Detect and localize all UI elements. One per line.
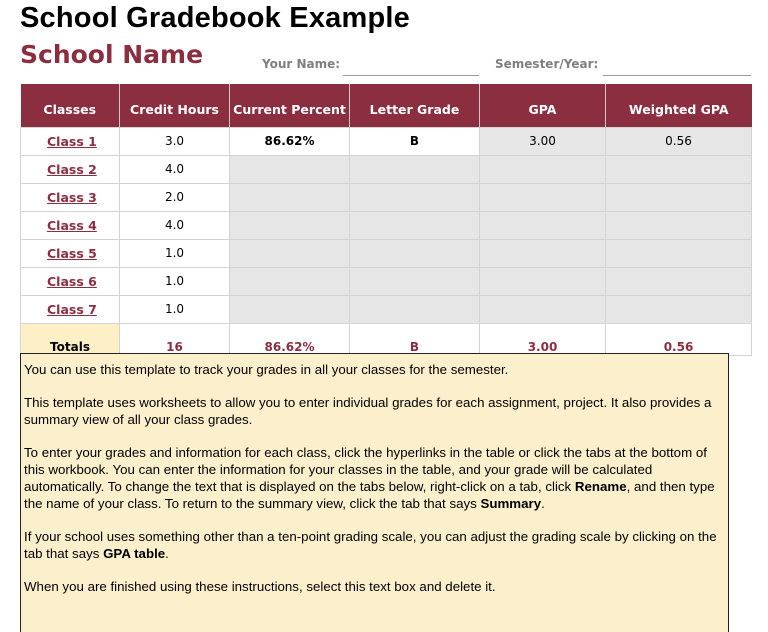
credit-hours-cell: 3.0 (120, 127, 230, 155)
totals-label: Totals (21, 323, 120, 355)
rename-emphasis: Rename (574, 479, 627, 494)
class-link[interactable]: Class 2 (47, 161, 97, 177)
semester-year-label: Semester/Year: (495, 57, 599, 71)
page-title: School Gradebook Example (20, 2, 410, 34)
class-cell (21, 211, 120, 239)
column-header-weighted-gpa: Weighted GPA (606, 84, 752, 127)
credit-hours-cell: 1.0 (120, 267, 230, 295)
letter-grade-cell (350, 155, 480, 183)
credit-hours-cell: 4.0 (120, 155, 230, 183)
column-header-letter-grade: Letter Grade (350, 84, 480, 127)
weighted-gpa-cell (606, 239, 752, 267)
class-link[interactable]: Class 1 (47, 133, 97, 149)
gpa-cell (480, 155, 606, 183)
gpa-cell (480, 295, 606, 323)
current-percent-cell (230, 211, 350, 239)
gpa-cell (480, 267, 606, 295)
instructions-paragraph: You can use this template to track your grades in all your classes for the semester. (24, 362, 509, 377)
credit-hours-cell: 1.0 (120, 295, 230, 323)
current-percent-cell (230, 239, 350, 267)
class-cell (21, 183, 120, 211)
letter-grade-cell: B (350, 127, 480, 155)
instructions-text: . (165, 546, 169, 561)
class-cell (21, 127, 120, 155)
summary-emphasis: Summary (480, 496, 542, 511)
class-cell (21, 295, 120, 323)
class-cell (21, 155, 120, 183)
semester-year-field[interactable] (603, 75, 751, 76)
instructions-paragraph (24, 528, 728, 562)
credit-hours-cell: 1.0 (120, 239, 230, 267)
current-percent-cell: 86.62% (230, 127, 350, 155)
your-name-field[interactable] (343, 75, 479, 76)
instructions-text: To enter your grades and information for each class, click the hyperlinks in the table or click the tabs at the bottom of this workbook. You can enter the information for your classes in the table, and your grade will be calculated automatically. To change the text that is displayed on the tabs below, right-click on a tab, click (24, 445, 707, 494)
instructions-text: If your school uses something other than a ten-point grading scale, you can adjust the grading scale by clicking on the tab that says (24, 529, 717, 561)
table-row (21, 211, 752, 239)
class-cell (21, 239, 120, 267)
current-percent-cell (230, 183, 350, 211)
class-link[interactable]: Class 5 (47, 245, 97, 261)
letter-grade-cell (350, 295, 480, 323)
total-letter-grade: B (350, 323, 480, 355)
column-header-classes: Classes (21, 84, 120, 127)
table-row (21, 239, 752, 267)
class-link[interactable]: Class 4 (47, 217, 97, 233)
table-row (21, 127, 752, 155)
credit-hours-cell: 2.0 (120, 183, 230, 211)
table-header-row (21, 84, 752, 127)
weighted-gpa-cell (606, 295, 752, 323)
class-link[interactable]: Class 3 (47, 189, 97, 205)
instructions-paragraph: When you are finished using these instructions, select this text box and delete it. (24, 579, 496, 594)
column-header-current-percent: Current Percent (230, 84, 350, 127)
instructions-text: . (541, 496, 545, 511)
gpa-cell (480, 211, 606, 239)
instructions-paragraph: This template uses worksheets to allow you to enter individual grades for each assignment, project. It also provides a summary view of all your class grades. (24, 395, 712, 427)
column-header-credit-hours: Credit Hours (120, 84, 230, 127)
gpa-cell (480, 183, 606, 211)
weighted-gpa-cell: 0.56 (606, 127, 752, 155)
letter-grade-cell (350, 183, 480, 211)
instructions-text-box[interactable] (20, 353, 729, 632)
instructions-text: , and then type the name of your class. To return to the summary view, click the tab that says (24, 479, 715, 511)
table-row (21, 295, 752, 323)
current-percent-cell (230, 267, 350, 295)
instructions-paragraph (24, 444, 728, 512)
grades-table (20, 84, 752, 356)
table-row (21, 183, 752, 211)
table-row (21, 267, 752, 295)
letter-grade-cell (350, 267, 480, 295)
gpa-cell: 3.00 (480, 127, 606, 155)
gpa-table-emphasis: GPA table (103, 546, 166, 561)
gpa-cell (480, 239, 606, 267)
weighted-gpa-cell (606, 155, 752, 183)
school-name-heading: School Name (20, 40, 204, 69)
class-link[interactable]: Class 6 (47, 273, 97, 289)
totals-row (21, 323, 752, 355)
table-row (21, 155, 752, 183)
total-gpa: 3.00 (480, 323, 606, 355)
letter-grade-cell (350, 239, 480, 267)
letter-grade-cell (350, 211, 480, 239)
column-header-gpa: GPA (480, 84, 606, 127)
weighted-gpa-cell (606, 267, 752, 295)
weighted-gpa-cell (606, 211, 752, 239)
total-weighted-gpa: 0.56 (606, 323, 752, 355)
your-name-label: Your Name: (262, 57, 341, 71)
credit-hours-cell: 4.0 (120, 211, 230, 239)
current-percent-cell (230, 155, 350, 183)
total-credit-hours: 16 (120, 323, 230, 355)
current-percent-cell (230, 295, 350, 323)
total-current-percent: 86.62% (230, 323, 350, 355)
weighted-gpa-cell (606, 183, 752, 211)
class-cell (21, 267, 120, 295)
class-link[interactable]: Class 7 (47, 301, 97, 317)
